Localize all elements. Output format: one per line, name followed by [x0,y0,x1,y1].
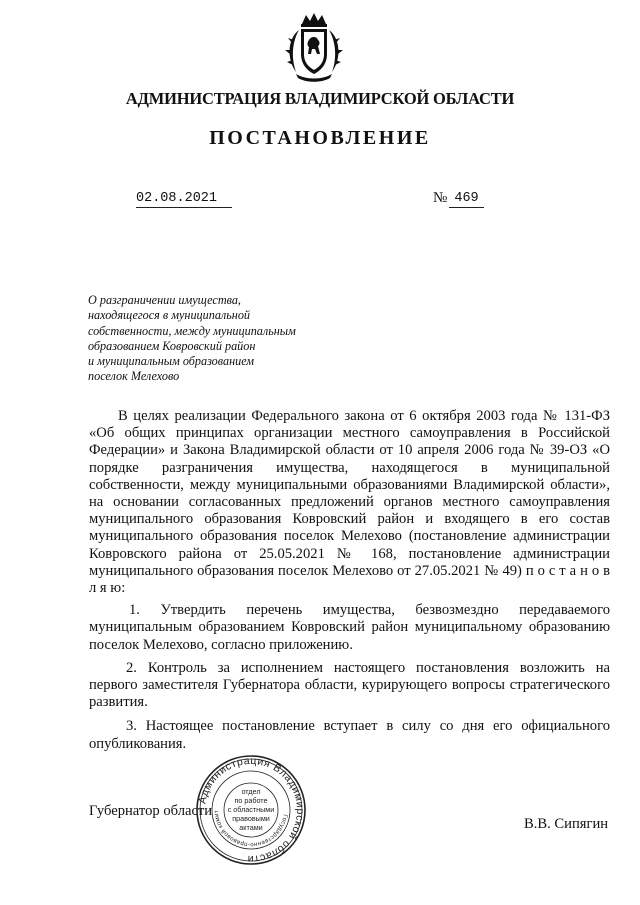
subject-line: О разграничении имущества, [88,293,241,307]
clause-2-paragraph: 2. Контроль за исполнением настоящего постановления возложить на первого заместителя Губернатора области, курирующего вопросы стратегического развития. [89,659,610,711]
subject-line: находящегося в муниципальной [88,308,251,323]
stamp-inner-text: Государственно-правовой комит [213,809,288,848]
stamp-outer-text: Администрация Владимирской области [196,754,307,866]
stamp-center-line: правовыми [232,814,270,823]
subject-line: и муниципальным образованием [88,354,255,369]
clause-1-paragraph: 1. Утвердить перечень имущества, безвозмездно передаваемого муниципальным образованием Ковровский район муниципальному образованию поселок Мелехово, согласно приложению. [89,602,610,653]
stamp-center-line: с областными [227,805,275,814]
organization-name: АДМИНИСТРАЦИЯ ВЛАДИМИРСКОЙ ОБЛАСТИ [125,89,515,108]
subject-line: собственности, между муниципальным [88,323,296,338]
stamp-center-line: отдел [241,787,261,796]
subject-line: образованием Ковровский район [88,338,256,353]
clause-3-paragraph: 3. Настоящее постановление вступает в силу со дня его официального опубликования. [89,718,610,752]
preamble-paragraph: В целях реализации Федерального закона от 6 октября 2003 года № 131-ФЗ «Об общих принципах организации местного самоуправления в Российской Федерации» и Закона Владимирской области от 10 апреля 2006 года № 39-ОЗ «О порядке разграничения имущества, находящегося в муниципальной собственности, между муниципальными образованиями Владимирской области», на основании согласованных предложений органов местного самоуправления муниципального образования Ковровский район и входящего в его состав муниципального образования поселок Мелехово (постановление администрации Ковровского района от 25.05.2021 № 168, постановление администрации муниципального образования поселок Мелехово от 27.05.2021 № 49) п о с т а н о в л я ю: [89,408,610,597]
coat-of-arms-emblem [282,10,346,86]
signatory-name: В.В. Сипягин [524,816,609,832]
official-round-stamp [195,754,307,866]
document-subject [88,293,338,385]
signatory-position: Губернатор области [89,803,213,819]
document-number: 469 [449,191,484,208]
document-date: 02.08.2021 [136,191,232,208]
number-sign: № [433,190,448,206]
document-body [89,408,610,753]
document-type-title: ПОСТАНОВЛЕНИЕ [209,127,431,149]
subject-line: поселок Мелехово [88,369,180,384]
stamp-center-line: по работе [234,796,268,805]
stamp-center-line: актами [239,823,263,832]
